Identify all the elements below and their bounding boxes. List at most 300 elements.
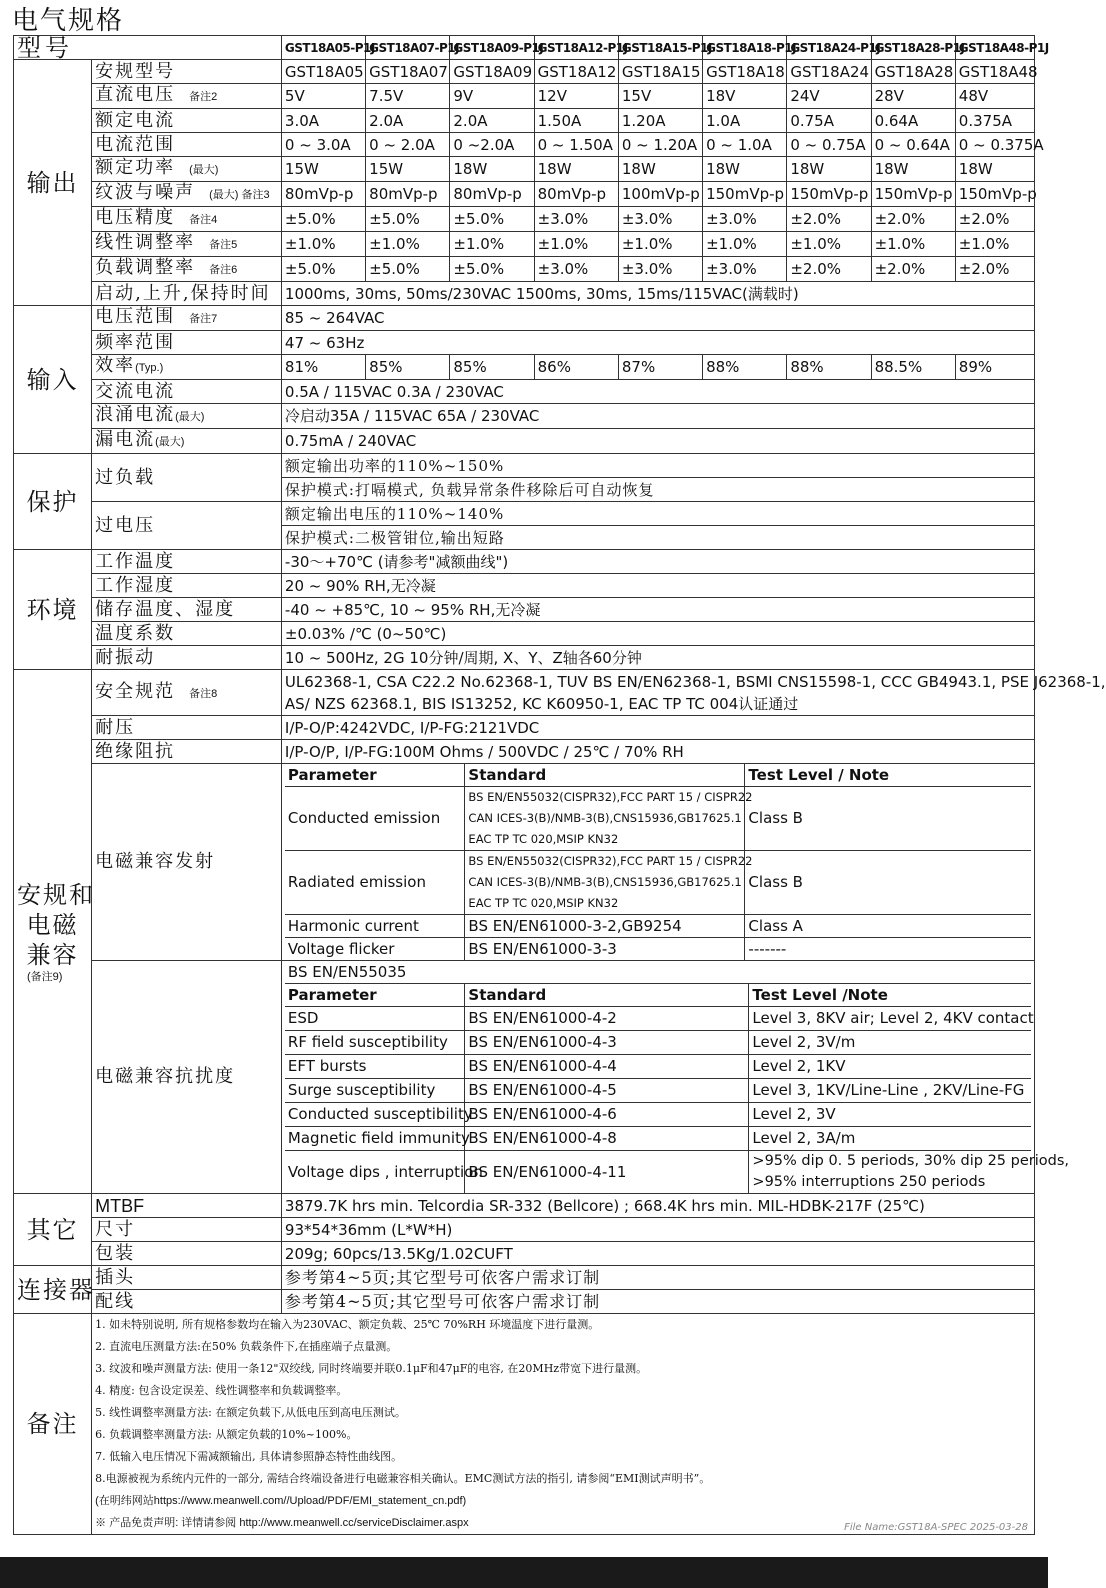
- value-cell: 0 ~2.0A: [450, 133, 534, 157]
- value-cell: 0 ~ 0.75A: [787, 133, 871, 157]
- value-cell: 28V: [871, 84, 955, 109]
- row-label-cell: [92, 109, 282, 133]
- input-row: [14, 429, 1035, 454]
- value-cell: ±3.0%: [618, 207, 702, 232]
- input-row: [14, 404, 1035, 429]
- output-row: [14, 257, 1035, 282]
- notes-cell: [92, 1314, 1035, 1535]
- safety-row: [14, 670, 1035, 716]
- bottom-bar: [0, 1557, 1048, 1588]
- value-cell: 87%: [618, 355, 702, 380]
- ems-level: Level 3, 8KV air; Level 2, 4KV contact: [749, 1007, 1031, 1031]
- value-cell: 18W: [703, 157, 787, 182]
- note-line: 1. 如未特别说明, 所有规格参数均在输入为230VAC、额定负载、25℃ 70%RH 环境温度下进行量测。: [95, 1318, 600, 1331]
- value-cell: 0 ~ 3.0A: [281, 133, 365, 157]
- value-cell: ±2.0%: [871, 257, 955, 282]
- value-cell: 冷启动35A / 115VAC 65A / 230VAC: [281, 404, 1034, 429]
- row-label-cell: [92, 60, 282, 84]
- ems-standard: BS EN/EN61000-4-8: [465, 1127, 749, 1151]
- emi-standard: [465, 851, 753, 915]
- note-line: 2. 直流电压测量方法:在50% 负载条件下,在插座端子点量测。: [95, 1340, 398, 1353]
- value-cell: 18W: [450, 157, 534, 182]
- output-row: [14, 282, 1035, 306]
- emi-param: Voltage flicker: [285, 938, 465, 961]
- value-cell: 15W: [281, 157, 365, 182]
- note-line: 8.电源被视为系统内元件的一部分, 需结合终端设备进行电磁兼容相关确认。EMC测试方法的指引, 请参阅“EMI测试声明书”。: [95, 1472, 711, 1485]
- value-cell: 89%: [955, 355, 1034, 380]
- level-line: >95% dip 0. 5 periods, 30% dip 25 periods,: [752, 1153, 1069, 1169]
- value-cell: 150mVp-p: [955, 182, 1034, 207]
- row-label: 直流电压: [95, 84, 176, 105]
- model-name: GST18A09-P1J: [450, 36, 534, 60]
- value-cell: I/P-O/P, I/P-FG:100M Ohms / 500VDC / 25℃ / 70% RH: [281, 740, 1034, 764]
- value-cell: 0.5A / 115VAC 0.3A / 230VAC: [281, 380, 1034, 404]
- value-cell: ±1.0%: [703, 232, 787, 257]
- row-label-cell: 工作温度: [92, 550, 282, 574]
- output-row: [14, 109, 1035, 133]
- note-ref: 备注5: [209, 239, 238, 251]
- value-cell: ±5.0%: [450, 207, 534, 232]
- value-cell: GST18A05: [281, 60, 365, 84]
- value-cell: 15W: [366, 157, 450, 182]
- row-label-cell: 工作湿度: [92, 574, 282, 598]
- value-cell: 18W: [871, 157, 955, 182]
- value-cell: [281, 670, 1106, 716]
- value-cell: ±3.0%: [703, 257, 787, 282]
- row-label-cell: [92, 157, 282, 182]
- ems-param: Voltage dips , interruption: [285, 1151, 465, 1194]
- ems-standard: BS EN/EN61000-4-6: [465, 1103, 749, 1127]
- row-label-cell: 插头: [92, 1266, 282, 1290]
- std-line: BS EN/EN55032(CISPR32),FCC PART 15 / CISPR22: [468, 790, 753, 804]
- row-label-cell: [92, 84, 282, 109]
- emi-param: Harmonic current: [285, 915, 465, 938]
- note-line: ※ 产品免责声明: 详情请参阅 http://www.meanwell.cc/serviceDisclaimer.aspx: [95, 1517, 469, 1529]
- model-name: GST18A18-P1J: [703, 36, 787, 60]
- protection-row: [14, 454, 1035, 478]
- others-row: [14, 1218, 1035, 1242]
- ems-row: [285, 1031, 1031, 1055]
- value-cell: 0 ~ 2.0A: [366, 133, 450, 157]
- value-cell: ±1.0%: [450, 232, 534, 257]
- ems-level: Level 2, 3V/m: [749, 1031, 1031, 1055]
- ems-row: [285, 1007, 1031, 1031]
- ems-table-cell: [281, 961, 1069, 1194]
- section-protection: 保护: [14, 454, 92, 550]
- connector-row: [14, 1266, 1035, 1290]
- std-line: EAC TP TC 020,MSIP KN32: [468, 896, 619, 910]
- emi-header: Parameter: [285, 764, 465, 787]
- row-label-cell: 启动,上升,保持时间: [92, 282, 282, 306]
- value-cell: 15V: [618, 84, 702, 109]
- row-label-cell: 耐振动: [92, 646, 282, 670]
- value-cell: GST18A07: [366, 60, 450, 84]
- emi-param: Radiated emission: [285, 851, 465, 915]
- emi-row: [285, 938, 1031, 961]
- row-label: 安规型号: [95, 60, 176, 82]
- value-cell: 86%: [534, 355, 618, 380]
- value-cell: 88%: [703, 355, 787, 380]
- value-cell: 80mVp-p: [281, 182, 365, 207]
- row-label-cell: 包装: [92, 1242, 282, 1266]
- note-line: 3. 纹波和噪声测量方法: 使用一条12"双绞线, 同时终端要并联0.1μF和47μF的电容, 在20MHz带宽下进行量测。: [95, 1362, 648, 1375]
- note-ref: (最大): [175, 411, 205, 423]
- output-row: [14, 60, 1035, 84]
- ems-level: Level 2, 3A/m: [749, 1127, 1031, 1151]
- value-cell: 85 ~ 264VAC: [281, 306, 1034, 331]
- value-cell: 85%: [450, 355, 534, 380]
- environment-row: [14, 622, 1035, 646]
- ems-standard: BS EN/EN61000-4-4: [465, 1055, 749, 1079]
- value-cell: 24V: [787, 84, 871, 109]
- value-cell: I/P-O/P:4242VDC, I/P-FG:2121VDC: [281, 716, 1034, 740]
- value-cell: GST18A24: [787, 60, 871, 84]
- page-title: 电气规格: [12, 6, 125, 36]
- section-input: 输入: [14, 306, 92, 454]
- value-cell: 参考第4~5页;其它型号可依客户需求订制: [281, 1266, 1034, 1290]
- value-cell: 额定输出电压的110%~140%: [281, 502, 1034, 526]
- input-row: [14, 355, 1035, 380]
- value-cell: 2.0A: [366, 109, 450, 133]
- value-cell: 0.64A: [871, 109, 955, 133]
- value-cell: ±3.0%: [703, 207, 787, 232]
- value-cell: 80mVp-p: [534, 182, 618, 207]
- value-cell: ±0.03% /℃ (0~50℃): [281, 622, 1034, 646]
- row-label: 电压精度: [95, 207, 176, 228]
- ems-row: [285, 1055, 1031, 1079]
- value-cell: 参考第4~5页;其它型号可依客户需求订制: [281, 1290, 1034, 1314]
- row-label: 漏电流: [95, 429, 156, 450]
- value-cell: 10 ~ 500Hz, 2G 10分钟/周期, X、Y、Z轴各60分钟: [281, 646, 1034, 670]
- ems-param: Conducted susceptibility: [285, 1103, 465, 1127]
- row-label-cell: 温度系数: [92, 622, 282, 646]
- section-line: 电磁: [26, 910, 79, 939]
- row-label-cell: [92, 182, 282, 207]
- value-cell: 7.5V: [366, 84, 450, 109]
- ems-row: [14, 961, 1035, 1194]
- value-cell: 0 ~ 0.64A: [871, 133, 955, 157]
- output-row: [14, 207, 1035, 232]
- ems-table: [285, 961, 1069, 1193]
- row-label-cell: 配线: [92, 1290, 282, 1314]
- ems-row: [285, 1127, 1031, 1151]
- emi-header: Test Level / Note: [745, 764, 1031, 787]
- input-row: [14, 380, 1035, 404]
- value-cell: GST18A09: [450, 60, 534, 84]
- section-safety-emc: [14, 670, 95, 1194]
- value-cell: GST18A48: [955, 60, 1034, 84]
- note-line: 4. 精度: 包含设定误差、线性调整率和负载调整率。: [95, 1384, 348, 1397]
- value-cell: -30～+70℃ (请参考"减额曲线"): [281, 550, 1034, 574]
- value-cell: -40 ~ +85℃, 10 ~ 95% RH,无冷凝: [281, 598, 1034, 622]
- ems-row: [285, 1079, 1031, 1103]
- row-label-cell: [92, 257, 282, 282]
- std-line: CAN ICES-3(B)/NMB-3(B),CNS15936,GB17625.1: [468, 811, 742, 825]
- row-label: 电压范围: [95, 306, 176, 327]
- value-cell: ±2.0%: [871, 207, 955, 232]
- level-line: >95% interruptions 250 periods: [752, 1174, 986, 1190]
- value-cell: 150mVp-p: [871, 182, 955, 207]
- notes-row: [14, 1314, 1035, 1535]
- row-label-cell: 过电压: [92, 502, 282, 550]
- ems-standard: BS EN/EN61000-4-5: [465, 1079, 749, 1103]
- note-line: 5. 线性调整率测量方法: 在额定负载下,从低电压到高电压测试。: [95, 1406, 406, 1419]
- row-label-cell: 储存温度、湿度: [92, 598, 282, 622]
- value-cell: 9V: [450, 84, 534, 109]
- emi-table-cell: [281, 764, 1034, 961]
- note-ref: 备注8: [189, 687, 218, 700]
- value-cell: ±5.0%: [366, 257, 450, 282]
- input-row: [14, 331, 1035, 355]
- ems-level: Level 3, 1KV/Line-Line , 2KV/Line-FG: [749, 1079, 1031, 1103]
- ems-row: [285, 1103, 1031, 1127]
- value-cell: 5V: [281, 84, 365, 109]
- value-cell: 12V: [534, 84, 618, 109]
- value-cell: ±3.0%: [534, 257, 618, 282]
- row-label: 负载调整率: [95, 257, 196, 278]
- emi-standard: [465, 787, 753, 851]
- section-connector: 连接器: [14, 1266, 92, 1314]
- value-cell: 48V: [955, 84, 1034, 109]
- value-cell: 81%: [281, 355, 365, 380]
- emi-level: Class A: [745, 915, 1031, 938]
- ems-level: [749, 1151, 1069, 1194]
- output-row: [14, 84, 1035, 109]
- spec-table: [13, 33, 1106, 1535]
- value-cell: 150mVp-p: [787, 182, 871, 207]
- value-cell: GST18A28: [871, 60, 955, 84]
- value-cell: 额定输出功率的110%~150%: [281, 454, 1034, 478]
- value-cell: ±1.0%: [281, 232, 365, 257]
- value-cell: ±3.0%: [534, 207, 618, 232]
- model-header-row: [14, 36, 1035, 60]
- std-line: EAC TP TC 020,MSIP KN32: [468, 832, 619, 846]
- emi-level: Class B: [745, 851, 1031, 915]
- row-label-cell: [92, 207, 282, 232]
- std-line: AS/ NZS 62368.1, BIS IS13252, KC K60950-1, EAC TP TC 004认证通过: [284, 694, 799, 713]
- row-label: 效率: [95, 355, 136, 376]
- model-name: GST18A24-P1J: [787, 36, 871, 60]
- row-label-cell: 过负载: [92, 454, 282, 502]
- section-line: 安规和: [17, 880, 95, 909]
- value-cell: 18W: [955, 157, 1034, 182]
- environment-row: [14, 550, 1035, 574]
- model-name: GST18A05-P1J: [281, 36, 365, 60]
- value-cell: GST18A18: [703, 60, 787, 84]
- row-label-cell: MTBF: [92, 1194, 282, 1218]
- environment-row: [14, 646, 1035, 670]
- value-cell: 47 ~ 63Hz: [281, 331, 1034, 355]
- environment-row: [14, 574, 1035, 598]
- row-label-cell: [92, 355, 282, 380]
- value-cell: 80mVp-p: [450, 182, 534, 207]
- value-cell: 0 ~ 1.50A: [534, 133, 618, 157]
- model-name: GST18A12-P1J: [534, 36, 618, 60]
- ems-header: Parameter: [285, 984, 465, 1007]
- std-line: BS EN/EN55032(CISPR32),FCC PART 15 / CISPR22: [468, 854, 753, 868]
- value-cell: 209g; 60pcs/13.5Kg/1.02CUFT: [281, 1242, 1034, 1266]
- value-cell: 3.0A: [281, 109, 365, 133]
- safety-row: [14, 716, 1035, 740]
- row-label: 额定电流: [95, 109, 176, 131]
- output-row: [14, 182, 1035, 207]
- note-line: (在明纬网站https://www.meanwell.com//Upload/PDF/EMI_statement_cn.pdf): [95, 1495, 467, 1507]
- others-row: [14, 1194, 1035, 1218]
- ems-standard: BS EN/EN61000-4-11: [465, 1151, 749, 1194]
- row-label-cell: 频率范围: [92, 331, 282, 355]
- model-name: GST18A28-P1J: [871, 36, 955, 60]
- value-cell: 1.20A: [618, 109, 702, 133]
- value-cell: 0.75A: [787, 109, 871, 133]
- row-label-cell: 交流电流: [92, 380, 282, 404]
- std-line: UL62368-1, CSA C22.2 No.62368-1, TUV BS EN/EN62368-1, BSMI CNS15598-1, CCC GB4943.1, PSE J62368-1,: [284, 672, 1106, 691]
- output-row: [14, 133, 1035, 157]
- value-cell: 93*54*36mm (L*W*H): [281, 1218, 1034, 1242]
- row-label-cell: 尺寸: [92, 1218, 282, 1242]
- output-row: [14, 232, 1035, 257]
- value-cell: 0 ~ 0.375A: [955, 133, 1034, 157]
- emi-level: Class B: [745, 787, 1031, 851]
- section-notes: 备注: [14, 1314, 92, 1535]
- value-cell: ±5.0%: [281, 207, 365, 232]
- environment-row: [14, 598, 1035, 622]
- value-cell: ±2.0%: [787, 257, 871, 282]
- value-cell: 18W: [534, 157, 618, 182]
- value-cell: 100mVp-p: [618, 182, 702, 207]
- value-cell: 18W: [618, 157, 702, 182]
- model-name: GST18A07-P1J: [366, 36, 450, 60]
- ems-param: RF field susceptibility: [285, 1031, 465, 1055]
- value-cell: 88%: [787, 355, 871, 380]
- value-cell: ±1.0%: [534, 232, 618, 257]
- ems-row: [285, 1151, 1031, 1194]
- protection-row: [14, 502, 1035, 526]
- row-label-cell: [92, 306, 282, 331]
- row-label: 安全规范: [95, 680, 176, 702]
- output-row: [14, 157, 1035, 182]
- note-ref: 备注4: [189, 214, 218, 226]
- value-cell: 0.75mA / 240VAC: [281, 429, 1034, 454]
- section-environment: 环境: [14, 550, 92, 670]
- value-cell: 88.5%: [871, 355, 955, 380]
- value-cell: ±5.0%: [281, 257, 365, 282]
- value-cell: 保护模式:二极管钳位,输出短路: [281, 526, 1034, 550]
- connector-row: [14, 1290, 1035, 1314]
- value-cell: ±5.0%: [450, 257, 534, 282]
- model-name: GST18A48-P1J: [955, 36, 1034, 60]
- value-cell: 1.50A: [534, 109, 618, 133]
- ems-param: ESD: [285, 1007, 465, 1031]
- value-cell: ±2.0%: [787, 207, 871, 232]
- value-cell: 150mVp-p: [703, 182, 787, 207]
- value-cell: 1.0A: [703, 109, 787, 133]
- model-name: GST18A15-P1J: [618, 36, 702, 60]
- emi-level: -------: [745, 938, 1031, 961]
- row-label: 纹波与噪声: [95, 182, 196, 203]
- section-output: 输出: [14, 60, 92, 306]
- note-ref: (最大) 备注3: [209, 189, 270, 201]
- emi-table: [285, 764, 1031, 960]
- section-others: 其它: [14, 1194, 92, 1266]
- row-label-cell: 电磁兼容发射: [92, 764, 282, 961]
- note-ref: (最大): [155, 436, 185, 448]
- row-label-cell: [92, 232, 282, 257]
- value-cell: ±1.0%: [787, 232, 871, 257]
- emi-header: Standard: [465, 764, 745, 787]
- value-cell: ±1.0%: [871, 232, 955, 257]
- value-cell: 18W: [787, 157, 871, 182]
- row-label-cell: 耐压: [92, 716, 282, 740]
- note-ref: 备注6: [209, 264, 238, 276]
- note-ref: (Typ.): [135, 362, 164, 374]
- row-label-cell: [92, 133, 282, 157]
- others-row: [14, 1242, 1035, 1266]
- row-label-cell: [92, 429, 282, 454]
- emi-row: [285, 915, 1031, 938]
- value-cell: 20 ~ 90% RH,无冷凝: [281, 574, 1034, 598]
- ems-level: Level 2, 1KV: [749, 1055, 1031, 1079]
- emi-standard: BS EN/EN61000-3-2,GB9254: [465, 915, 745, 938]
- ems-param: Magnetic field immunity: [285, 1127, 465, 1151]
- row-label: 浪涌电流: [95, 404, 176, 425]
- row-label-cell: [92, 404, 282, 429]
- input-row: [14, 306, 1035, 331]
- row-label-cell: 电磁兼容抗扰度: [92, 961, 282, 1194]
- safety-row: [14, 740, 1035, 764]
- emi-row: [285, 851, 1031, 915]
- emi-header-row: [285, 764, 1031, 787]
- value-cell: ±5.0%: [366, 207, 450, 232]
- ems-level: Level 2, 3V: [749, 1103, 1031, 1127]
- ems-param: EFT bursts: [285, 1055, 465, 1079]
- ems-header: Standard: [465, 984, 749, 1007]
- row-label-cell: 绝缘阻抗: [92, 740, 282, 764]
- row-label: 额定功率: [95, 157, 176, 178]
- ems-standard: BS EN/EN61000-4-2: [465, 1007, 749, 1031]
- value-cell: 80mVp-p: [366, 182, 450, 207]
- ems-top-standard: BS EN/EN55035: [285, 961, 1031, 984]
- note-line: 6. 负载调整率测量方法: 从额定负载的10%~100%。: [95, 1428, 358, 1441]
- emi-param: Conducted emission: [285, 787, 465, 851]
- section-note: (备注9): [27, 970, 63, 983]
- value-cell: 85%: [366, 355, 450, 380]
- value-cell: ±1.0%: [366, 232, 450, 257]
- ems-header: Test Level /Note: [749, 984, 1031, 1007]
- emi-row: [285, 787, 1031, 851]
- ems-header-row: [285, 984, 1031, 1007]
- value-cell: GST18A15: [618, 60, 702, 84]
- value-cell: ±1.0%: [955, 232, 1034, 257]
- emi-standard: BS EN/EN61000-3-3: [465, 938, 745, 961]
- ems-top-row: [285, 961, 1031, 984]
- note-line: 7. 低输入电压情况下需减额输出, 具体请参照静态特性曲线图。: [95, 1450, 403, 1463]
- value-cell: ±1.0%: [618, 232, 702, 257]
- section-line: 兼容: [26, 940, 79, 969]
- emi-row: [14, 764, 1035, 961]
- value-cell: 0 ~ 1.20A: [618, 133, 702, 157]
- note-ref: (最大): [189, 164, 219, 176]
- ems-standard: BS EN/EN61000-4-3: [465, 1031, 749, 1055]
- value-cell: GST18A12: [534, 60, 618, 84]
- value-cell: ±2.0%: [955, 257, 1034, 282]
- note-ref: 备注7: [189, 313, 218, 325]
- row-label-cell: [92, 670, 282, 716]
- row-label: 电流范围: [95, 133, 176, 155]
- note-ref: 备注2: [189, 91, 218, 103]
- file-footer: File Name:GST18A-SPEC 2025-03-28: [844, 1522, 1028, 1533]
- model-label: 型号: [14, 36, 282, 60]
- value-cell: 3879.7K hrs min. Telcordia SR-332 (Bellcore) ; 668.4K hrs min. MIL-HDBK-217F (25℃): [281, 1194, 1034, 1218]
